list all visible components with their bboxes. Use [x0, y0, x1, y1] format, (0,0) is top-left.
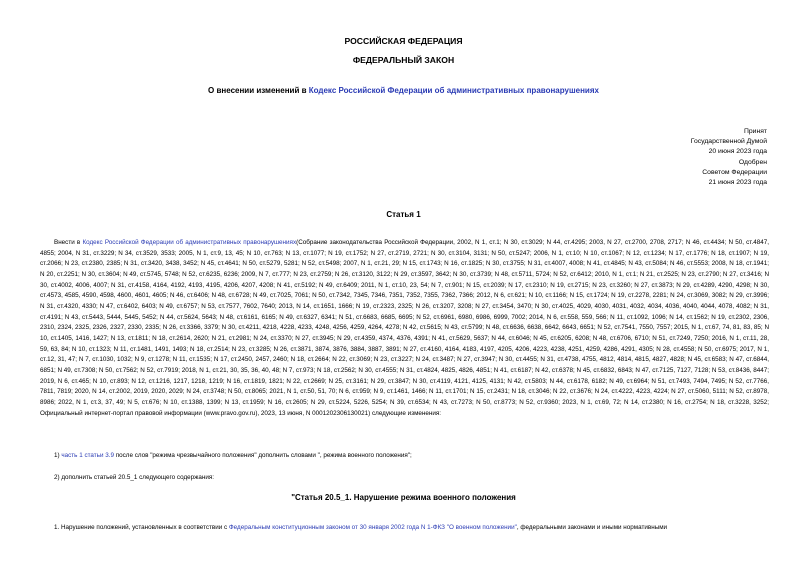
new-article-paragraph-1: [40, 523, 769, 534]
adoption-line: Одобрен: [738, 158, 767, 166]
fkz-martial-law-link[interactable]: Федеральным конституционным законом от 30 января 2002 года N 1-ФКЗ "О военном положении": [228, 524, 517, 531]
law-type-heading: ФЕДЕРАЛЬНЫЙ ЗАКОН: [352, 55, 455, 65]
item3-text: , федеральными законами и иными нормативными: [516, 524, 668, 531]
item3-prefix: 1. Нарушение положений, установленных в соответствии с: [54, 524, 229, 531]
intro-prefix: Внести в: [54, 239, 83, 246]
article-body-paragraph: [40, 238, 769, 419]
sources-text: (Собрание законодательства Российской Федерации, 2002, N 1, ст.1; N 30, ст.3029; N 44, ст.4295; 2003, N 27, ст.2700, 2708, 2717; N 46, ст.4434; N 50, ст.4847, 4855; 2004, N 31, ст.3229; N 34, ст.3529, 3533; 2005, N 1, ст.9, 13, 45; N 10, ст.763; N 13, ст.1077; N 19, ст.1752; N 27, ст.2719, 2721; N 30, ст.3104, 3131; N 50, ст.5247; 2006, N 1, ст.10; N 10, ст.1067; N 12, ст.1234; N 17, ст.1776; N 18, ст.1907; N 19, ст.2066; N 23, ст.2380, 2385; N 31, ст.3420, 3438, 3452; N 45, ст.4641; N 50, ст.5279, 5281; N 52, ст.5498; 2007, N 1, ст.21, 29; N 15, ст.1743; N 16, ст.1825; N 30, ст.3755; N 31, ст.4007, 4008; N 41, ст.4845; N 43, ст.5084; N 46, ст.5553; 2008, N 18, ст.1941; N 20, ст.2251; N 30, ст.3604; N 49, ст.5745, 5748; N 52, ст.6235, 6236; 2009, N 7, ст.777; N 23, ст.2759; N 26, ст.3120, 3122; N 29, ст.3597, 3642; N 30, ст.3739; N 48, ст.5711, 5724; N 52, ст.6412; 2010, N 1, ст.1; N 21, ст.2525; N 23, ст.2790; N 27, ст.3416; N 30, ст.4002, 4006, 4007; N 31, ст.4158, 4164, 4192, 4193, 4195, 4206, 4207, 4208; N 41, ст.5192; N 49, ст.6409; 2011, N 1, ст.10, 23, 54; N 7, ст.901; N 15, ст.2039; N 17, ст.2310; N 19, ст.2715; N 23, ст.3260; N 27, ст.3873; N 29, ст.4289, 4290, 4298; N 30, ст.4573, 4585, 4590, 4598, 4600, 4601, 4605; N 46, ст.6406; N 48, ст.6728; N 49, ст.7025, 7061; N 50, ст.7342, 7345, 7346, 7351, 7352, 7355, 7362, 7366; 2012, N 6, ст.621; N 10, ст.1166; N 15, ст.1724; N 19, ст.2278, 2281; N 24, ст.3069, 3082; N 29, ст.3996; N 31, ст.4320, 4330; N 47, ст.6402, 6403; N 49, ст.6757; N 53, ст.7577, 7602, 7640; 2013, N 14, ст.1651, 1666; N 19, ст.2323, 2325; N 26, ст.3207, 3208; N 27, ст.3454, 3470; N 30, ст.4025, 4029, 4030, 4031, 4032, 4034, 4036, 4040, 4044, 4078, 4082; N 31, ст.4191; N 43, ст.5443, 5444, 5445, 5452; N 44, ст.5624, 5643; N 48, ст.6161, 6165; N 49, ст.6327, 6341; N 51, ст.6683, 6685, 6695; N 52, ст.6961, 6980, 6986, 6999, 7002; 2014, N 6, ст.558, 559, 566; N 11, ст.1092, 1096; N 14, ст.1562; N 19, ст.2302, 2306, 2310, 2324, 2325, 2326, 2327, 2330, 2335; N 26, ст.3366, 3379; N 30, ст.4211, 4218, 4228, 4233, 4248, 4256, 4259, 4264, 4278; N 42, ст.5615; N 43, ст.5799; N 48, ст.6636, 6638, 6642, 6643, 6651; N 52, ст.7541, 7550, 7557; 2015, N 1, ст.67, 74, 81, 83, 85; N 10, ст.1405, 1416, 1427; N 13, ст.1811; N 18, ст.2614, 2620; N 21, ст.2981; N 24, ст.3370; N 27, ст.3945; N 29, ст.4359, 4374, 4376, 4391; N 41, ст.5629, 5637; N 44, ст.6046; N 45, ст.6205, 6208; N 48, ст.6706, 6710; N 51, ст.7249, 7250; 2016, N 1, ст.11, 28, 59, 63, 84; N 10, ст.1323; N 11, ст.1481, 1491, 1493; N 18, ст.2514; N 23, ст.3285; N 26, ст.3871, 3874, 3876, 3884, 3887, 3891; N 27, ст.4160, 4164, 4183, 4197, 4205, 4206, 4223, 4238, 4251, 4259, 4286, 4291, 4305; N 28, ст.4558; N 50, ст.6975; 2017, N 1, ст.12, 31, 47; N 7, ст.1030, 1032; N 9, ст.1278; N 11, ст.1535; N 17, ст.2450, 2457, 2460; N 18, ст.2664; N 22, ст.3069; N 23, ст.3227; N 24, ст.3487; N 27, ст.3947; N 30, ст.4455; N 31, ст.4738, 4755, 4812, 4814, 4815, 4827, 4828; N 45, ст.6583; N 47, ст.6844, 6851; N 49, ст.7308; N 50, ст.7562; N 52, ст.7919; 2018, N 1, ст.21, 30, 35, 36, 40, 48; N 7, ст.973; N 18, ст.2562; N 30, ст.4555; N 31, ст.4824, 4825, 4826, 4851; N 41, ст.6187; N 42, ст.6378; N 45, ст.6832, 6843; N 47, ст.7125, 7127, 7128; N 53, ст.8436, 8447; 2019, N 6, ст.465; N 10, ст.893; N 12, ст.1216, 1217, 1218, 1219; N 16, ст.1819, 1821; N 22, ст.2669; N 25, ст.3161; N 29, ст.3847; N 30, ст.4119, 4121, 4125, 4131; N 42, ст.5803; N 44, ст.6178, 6182; N 49, ст.6964; N 51, ст.7493, 7494, 7495; N 52, ст.7766, 7811, 7819; 2020, N 14, ст.2002, 2019, 2020, 2029; N 24, ст.3748; N 50, ст.8065; 2021, N 1, ст.50, 51, 70; N 6, ст.959; N 9, ст.1461, 1466; N 11, ст.1701; N 15, ст.2431; N 18, ст.3046; N 22, ст.3676; N 24, ст.4222, 4223, 4224; N 27, ст.5060, 5111; N 52, ст.8978, 8986; 2022, N 1, ст.3, 37, 49; N 5, ст.676; N 10, ст.1388, 1399; N 13, ст.1959; N 16, ст.2605; N 29, ст.5224, 5226, 5254; N 39, ст.6534; N 43, ст.7273; N 50, ст.8773; N 52, ст.9360; 2023, N 1, ст.69, 72; N 14, ст.2380; N 16, ст.2754; N 18, ст.3228, 3252; Официальный интернет-портал правовой информации (www.pravo.gov.ru), 2023, 13 июня, N 0001202306130021) следующие изменения:: [40, 239, 770, 417]
amendment-item-2: 2) дополнить статьей 20.5_1 следующего содержания:: [54, 474, 215, 481]
adoption-line: Советом Федерации: [702, 168, 767, 176]
article-3-9-link[interactable]: часть 1 статьи 3.9: [61, 452, 114, 459]
adoption-line: 20 июня 2023 года: [708, 148, 767, 156]
document-title: [0, 86, 807, 95]
item1-text: после слов "режима чрезвычайного положения" дополнить словами ", режима военного положения";: [113, 452, 412, 459]
item1-prefix: 1): [54, 452, 62, 459]
country-heading: РОССИЙСКАЯ ФЕДЕРАЦИЯ: [344, 36, 463, 46]
adoption-block: [567, 127, 767, 188]
title-prefix: О внесении изменений в: [208, 86, 309, 95]
adoption-line: Государственной Думой: [690, 138, 767, 146]
article-20-5-1-heading: "Статья 20.5_1. Нарушение режима военного положения: [291, 493, 516, 502]
adoption-line: Принят: [743, 128, 767, 135]
amendment-item-1: [54, 452, 412, 459]
adoption-line: 21 июня 2023 года: [708, 179, 767, 187]
kodex-link-body[interactable]: Кодекс Российской Федерации об административных правонарушениях: [82, 239, 297, 246]
kodex-link-title[interactable]: Кодекс Российской Федерации об административных правонарушениях: [308, 86, 599, 95]
article-heading: Статья 1: [386, 210, 421, 219]
